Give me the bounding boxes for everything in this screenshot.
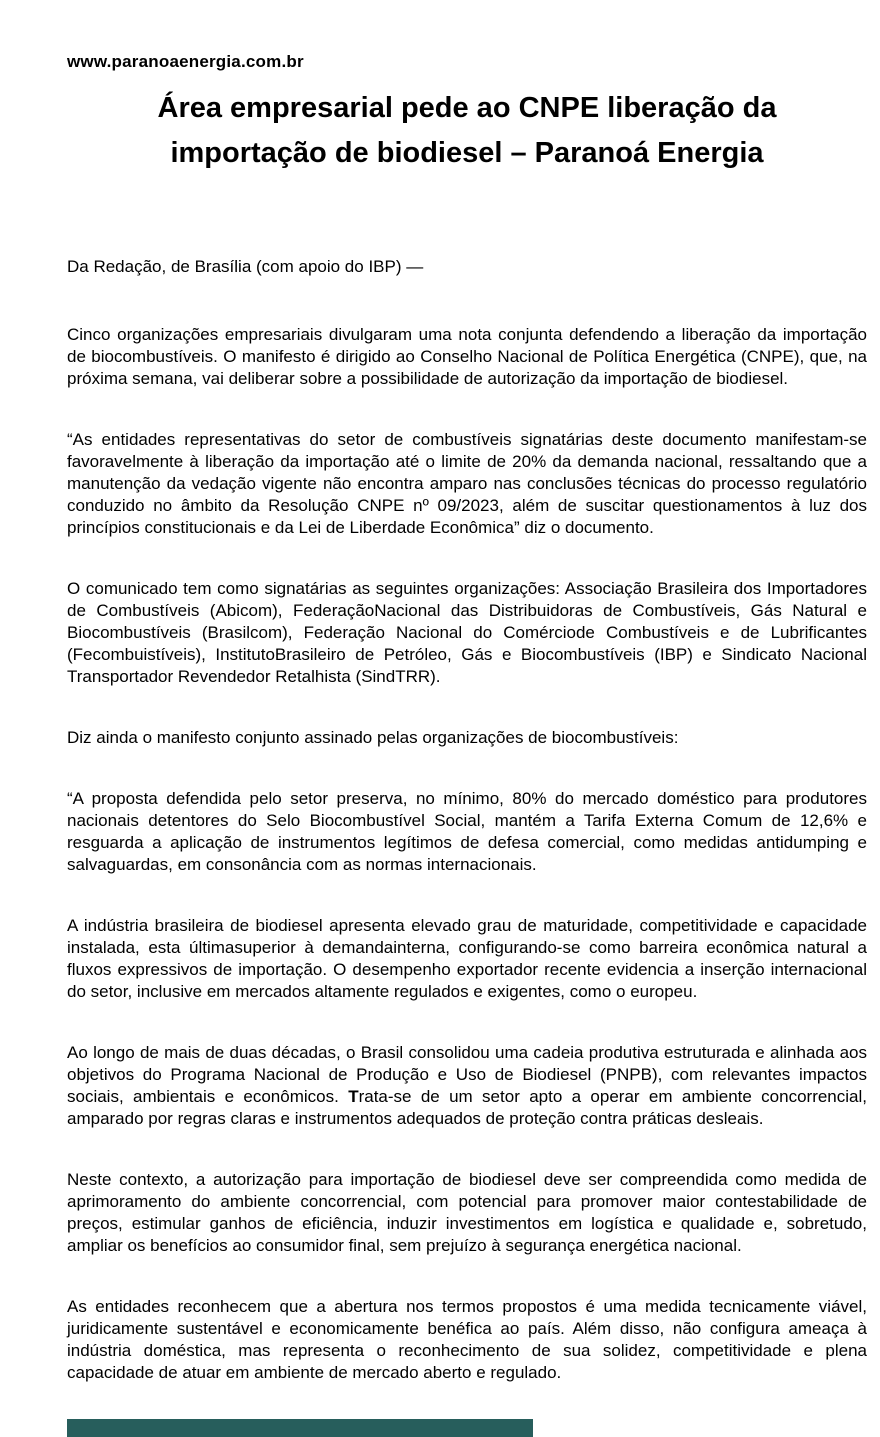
paragraph-1: Cinco organizações empresariais divulgaram uma nota conjunta defendendo a liberação da importação de biocombustíveis. O manifesto é dirigido ao Conselho Nacional de Política Energética (CNPE), que, na próxima semana, vai deliberar sobre a possibilidade de autorização da importação de biodiesel. (67, 325, 867, 388)
paragraph-9: As entidades reconhecem que a abertura nos termos propostos é uma medida tecnicamente viável, juridicamente sustentável e economicamente benéfica ao país. Além disso, não configura ameaça à indústria doméstica, mas representa o reconhecimento de sua solidez, competitividade e plena capacidade de atuar em ambiente de mercado aberto e regulado. (67, 1297, 867, 1382)
paragraph-4: Diz ainda o manifesto conjunto assinado pelas organizações de biocombustíveis: (67, 728, 679, 747)
paragraph-3: O comunicado tem como signatárias as seguintes organizações: Associação Brasileira dos Importadores de Combustíveis (Abicom), FederaçãoNacional das Distribuidoras de Combustíveis, Gás Natural e Biocombustíveis (Brasilcom), Federação Nacional do Comérciode Combustíveis e de Lubrificantes (Fecombuistíveis), InstitutoBrasileiro de Petróleo, Gás e Biocombustíveis (IBP) e Sindicato Nacional Transportador Revendedor Retalhista (SindTRR). (67, 579, 867, 686)
paragraph-7 (67, 1042, 867, 1130)
footer-bar (67, 1419, 533, 1437)
article-body (67, 324, 867, 1384)
paragraph-7-text-continued: rata-se de um setor apto a operar em ambiente concorrencial, amparado por regras claras e instrumentos adequados de proteção contra práticas desleais. (67, 1087, 867, 1128)
paragraph-8: Neste contexto, a autorização para importação de biodiesel deve ser compreendida como medida de aprimoramento do ambiente concorrencial, com potencial para promover maior contestabilidade de preços, estimular ganhos de eficiência, induzir investimentos em logística e qualidade e, sobretudo, ampliar os benefícios ao consumidor final, sem prejuízo à segurança energética nacional. (67, 1170, 867, 1255)
paragraph-5: “A proposta defendida pelo setor preserva, no mínimo, 80% do mercado doméstico para produtores nacionais detentores do Selo Biocombustível Social, mantém a Tarifa Externa Comum de 12,6% e resguarda a aplicação de instrumentos legítimos de defesa comercial, como medidas antidumping e salvaguardas, em consonância com as normas internacionais. (67, 789, 867, 874)
paragraph-7-text: Ao longo de mais de duas décadas, o Brasil consolidou uma cadeia produtiva estruturada e alinhada aos objetivos do Programa Nacional de Produção e Uso de Biodiesel (PNPB), com relevantes impactos sociais, ambientais e econômicos. (67, 1043, 867, 1106)
article-title: Área empresarial pede ao CNPE liberação da importação de biodiesel – Paranoá Energia (157, 92, 777, 169)
site-url: www.paranoaenergia.com.br (67, 52, 304, 71)
paragraph-2: “As entidades representativas do setor de combustíveis signatárias deste documento manifestam-se favoravelmente à liberação da importação até o limite de 20% da demanda nacional, ressaltando que a manutenção da vedação vigente não encontra amparo nas conclusões técnicas do processo regulatório conduzido no âmbito da Resolução CNPE nº 09/2023, além de suscitar questionamentos à luz dos princípios constitucionais e da Lei de Liberdade Econômica” diz o documento. (67, 430, 867, 537)
byline: Da Redação, de Brasília (com apoio do IBP) — (67, 257, 424, 276)
paragraph-6: A indústria brasileira de biodiesel apresenta elevado grau de maturidade, competitividade e capacidade instalada, esta últimasuperior à demandainterna, configurando-se como barreira econômica natural a fluxos expressivos de importação. O desempenho exportador recente evidencia a inserção internacional do setor, inclusive em mercados altamente regulados e exigentes, como o europeu. (67, 916, 867, 1001)
paragraph-7-bold-initial: T (348, 1087, 359, 1106)
